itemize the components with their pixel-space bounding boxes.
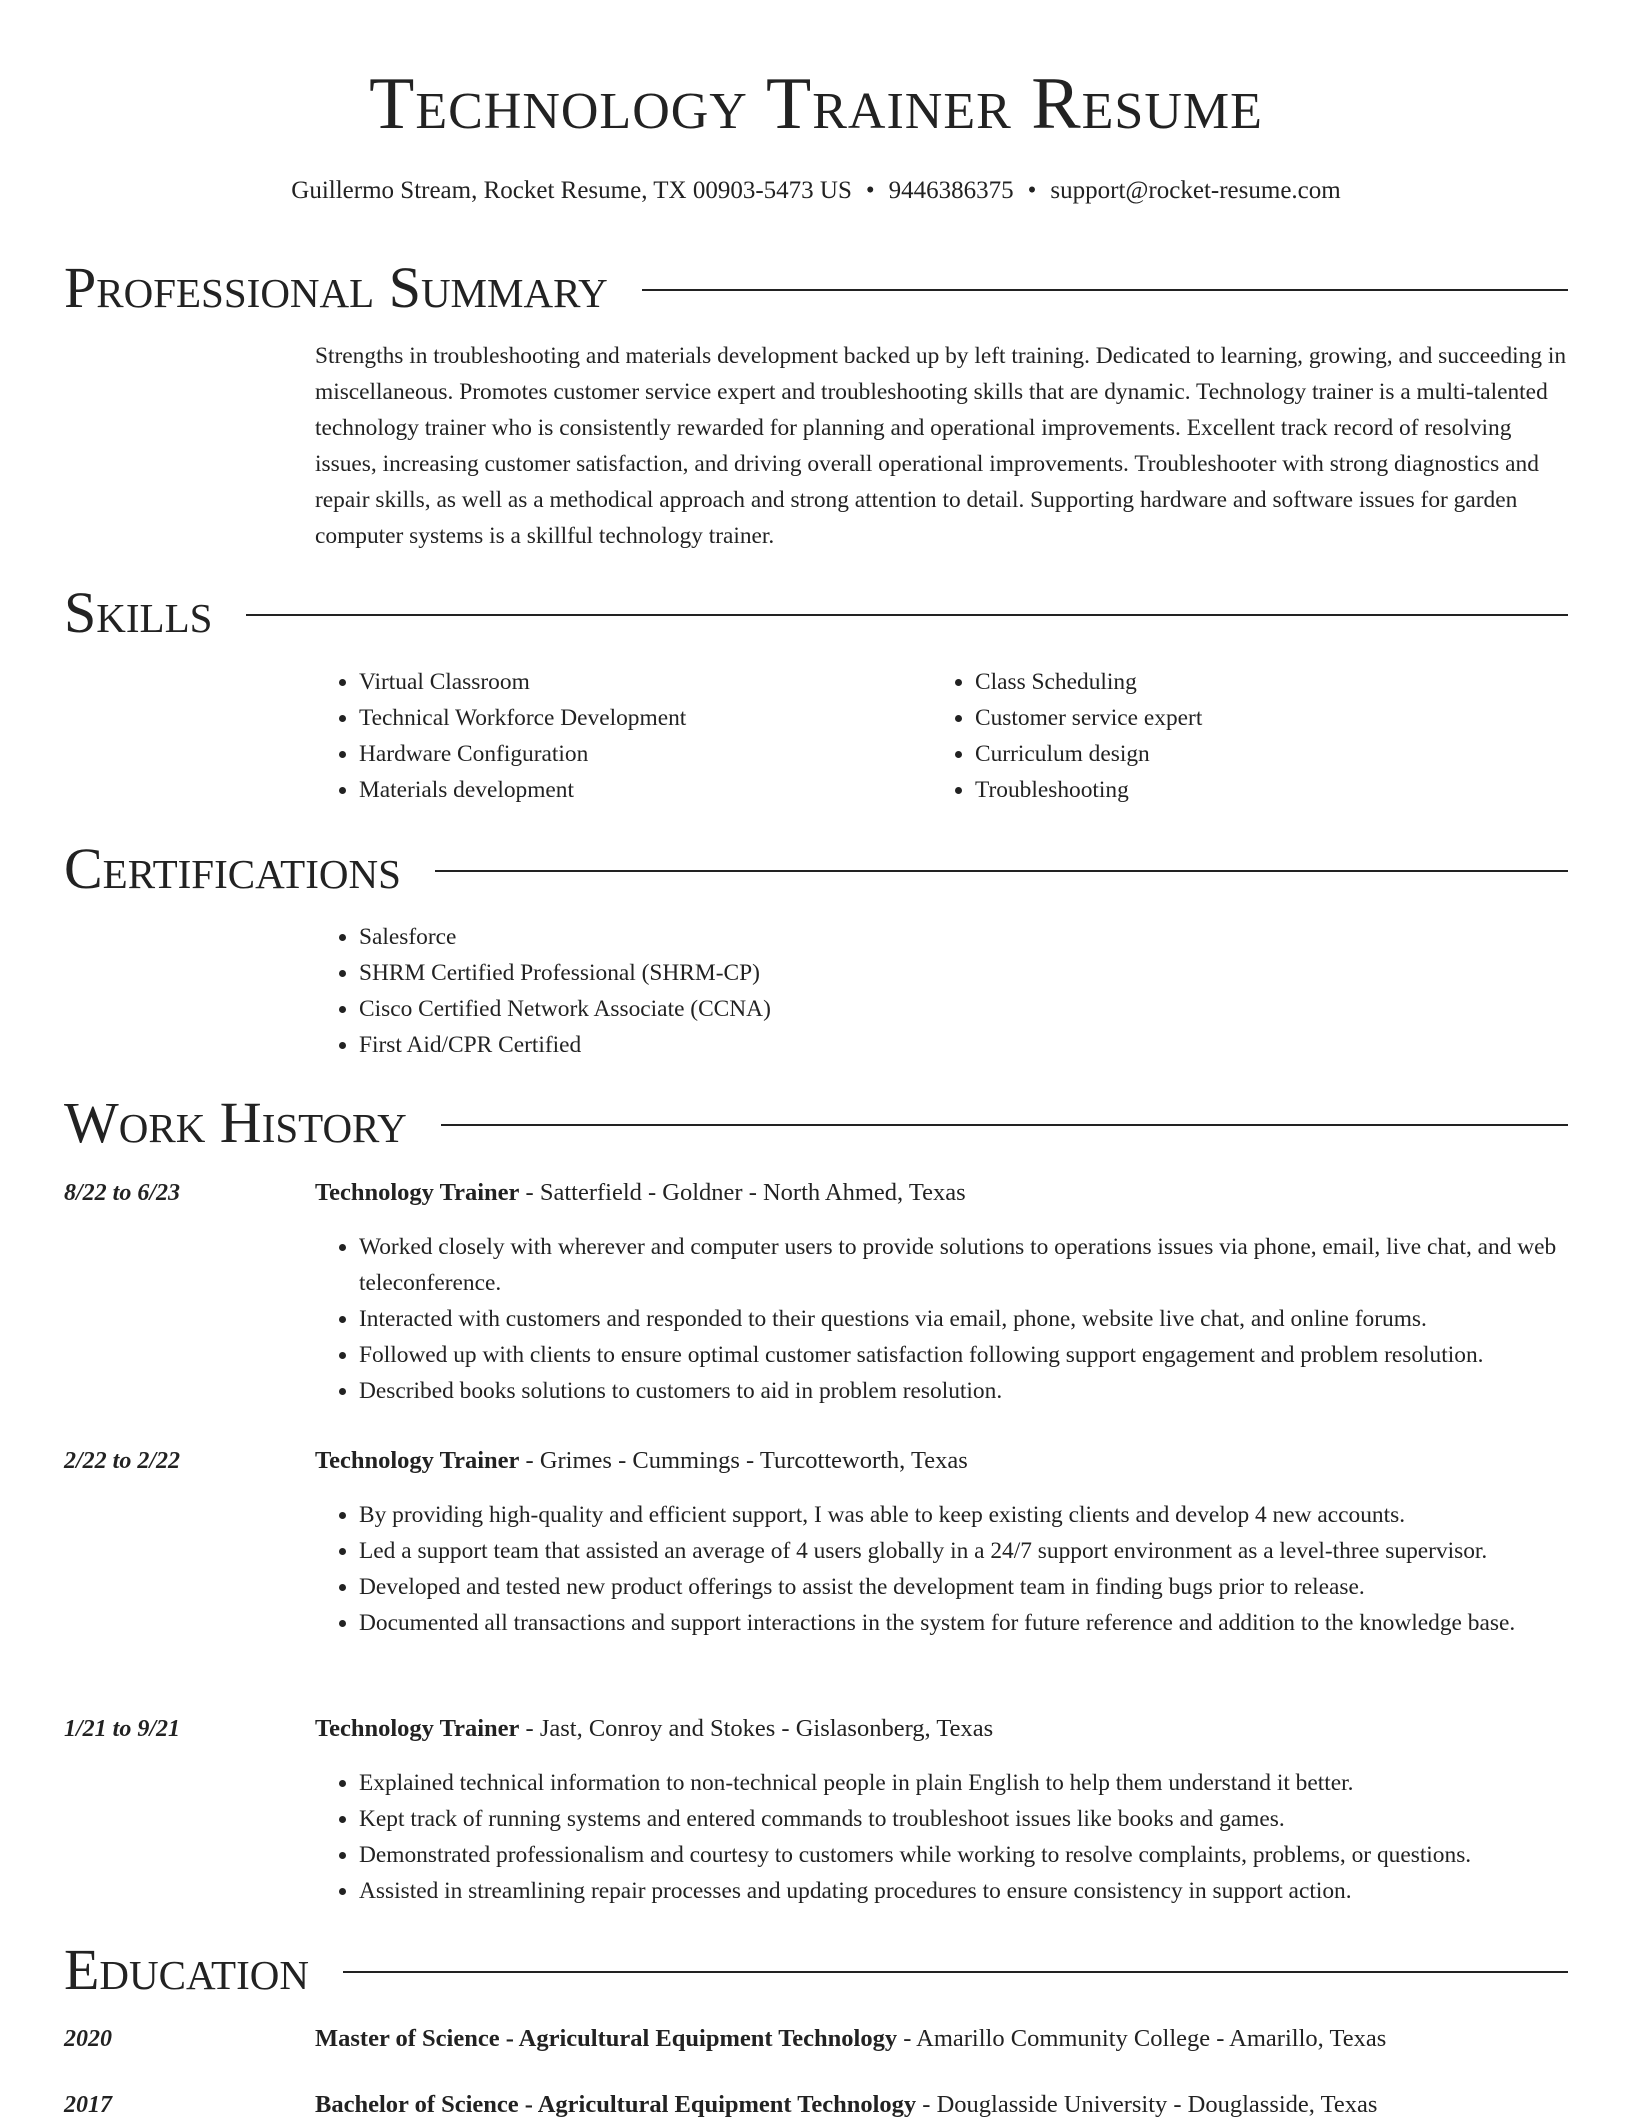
skill-item: • Curriculum design	[975, 736, 1551, 772]
job-duty-item: • Described books solutions to customers to aid in problem resolution.	[359, 1373, 1568, 1409]
certifications-section-header	[64, 836, 1568, 901]
contact-separator: •	[1027, 177, 1037, 204]
job-duty-item: • Followed up with clients to ensure optimal customer satisfaction following support engagement and problem resolution.	[359, 1337, 1568, 1373]
work-history-section-header	[64, 1090, 1568, 1155]
certifications-heading: Certifications	[64, 836, 401, 901]
certifications-list	[315, 919, 1315, 1063]
education-entry	[315, 2021, 1568, 2057]
contact-address: Guillermo Stream, Rocket Resume, TX 00903-5473 US	[291, 177, 852, 204]
certification-item: • First Aid/CPR Certified	[359, 1027, 1315, 1063]
section-divider	[343, 1971, 1568, 1973]
job-duties	[315, 1765, 1568, 1909]
education-details: - Douglasside University - Douglasside, Texas	[916, 2091, 1378, 2118]
section-divider	[435, 870, 1568, 872]
education-degree: Bachelor of Science - Agricultural Equipment Technology	[315, 2091, 917, 2118]
skill-item: • Customer service expert	[975, 700, 1551, 736]
education-degree: Master of Science - Agricultural Equipment Technology	[315, 2025, 898, 2052]
contact-phone: 9446386375	[888, 177, 1014, 204]
education-details: - Amarillo Community College - Amarillo, Texas	[897, 2025, 1387, 2052]
job-header	[315, 1443, 1568, 1479]
job-duty-item: • Worked closely with wherever and computer users to provide solutions to operations issues via phone, email, live chat, and web teleconference.	[359, 1229, 1568, 1301]
job-duty-item: • Led a support team that assisted an average of 4 users globally in a 24/7 support environment as a level-three supervisor.	[359, 1533, 1568, 1569]
job-title: Technology Trainer	[315, 1447, 520, 1474]
certification-item: • Cisco Certified Network Associate (CCNA)	[359, 991, 1315, 1027]
job-details: - Satterfield - Goldner - North Ahmed, Texas	[519, 1179, 966, 1206]
skills-column-left	[315, 664, 915, 808]
job-title: Technology Trainer	[315, 1179, 520, 1206]
skills-heading: Skills	[64, 580, 213, 645]
job-date: 2/22 to 2/22	[64, 1448, 181, 1474]
education-year: 2020	[64, 2026, 112, 2052]
job-duty-item: • Demonstrated professionalism and courtesy to customers while working to resolve complaints, problems, or questions.	[359, 1837, 1568, 1873]
skill-item: • Materials development	[359, 772, 915, 808]
contact-line	[0, 174, 1632, 208]
skill-item: • Hardware Configuration	[359, 736, 915, 772]
skill-item: • Class Scheduling	[975, 664, 1551, 700]
summary-heading: Professional Summary	[64, 255, 608, 320]
education-entry	[315, 2087, 1568, 2123]
job-details: - Grimes - Cummings - Turcotteworth, Texas	[519, 1447, 968, 1474]
education-heading: Education	[64, 1937, 309, 2002]
contact-email: support@rocket-resume.com	[1050, 177, 1341, 204]
work-history-heading: Work History	[64, 1090, 407, 1155]
job-duty-item: • Kept track of running systems and entered commands to troubleshoot issues like books and games.	[359, 1801, 1568, 1837]
job-duties	[315, 1497, 1568, 1641]
education-year: 2017	[64, 2092, 112, 2118]
summary-section-header	[64, 255, 1568, 320]
job-date: 8/22 to 6/23	[64, 1180, 181, 1206]
job-duty-item: • Explained technical information to non-technical people in plain English to help them understand it better.	[359, 1765, 1568, 1801]
job-details: - Jast, Conroy and Stokes - Gislasonberg, Texas	[519, 1715, 994, 1742]
job-duty-item: • Documented all transactions and support interactions in the system for future reference and addition to the knowledge base.	[359, 1605, 1568, 1641]
resume-title: Technology Trainer Resume	[369, 63, 1263, 145]
certification-item: • SHRM Certified Professional (SHRM-CP)	[359, 955, 1315, 991]
certification-item: • Salesforce	[359, 919, 1315, 955]
skills-column-right	[931, 664, 1551, 808]
job-header	[315, 1711, 1568, 1747]
skill-item: • Technical Workforce Development	[359, 700, 915, 736]
education-section-header	[64, 1937, 1568, 2002]
job-duties	[315, 1229, 1568, 1409]
job-header	[315, 1175, 1568, 1211]
skill-item: • Virtual Classroom	[359, 664, 915, 700]
section-divider	[441, 1124, 1568, 1126]
job-duty-item: • Interacted with customers and responded to their questions via email, phone, website live chat, and online forums.	[359, 1301, 1568, 1337]
skill-item: • Troubleshooting	[975, 772, 1551, 808]
job-duty-item: • Developed and tested new product offerings to assist the development team in finding bugs prior to release.	[359, 1569, 1568, 1605]
contact-separator: •	[865, 177, 875, 204]
job-duty-item: • By providing high-quality and efficient support, I was able to keep existing clients and develop 4 new accounts.	[359, 1497, 1568, 1533]
job-duty-item: • Assisted in streamlining repair processes and updating procedures to ensure consistency in support action.	[359, 1873, 1568, 1909]
section-divider	[246, 614, 1568, 616]
section-divider	[642, 289, 1568, 291]
job-date: 1/21 to 9/21	[64, 1716, 181, 1742]
job-title: Technology Trainer	[315, 1715, 520, 1742]
skills-section-header	[64, 580, 1568, 645]
summary-text: Strengths in troubleshooting and materials development backed up by left training. Dedicated to learning, growing, and succeeding in miscellaneous. Promotes customer service expert and troubleshooting skills that are dynamic. Technology trainer is a multi-talented technology trainer who is consistently rewarded for planning and operational improvements. Excellent track record of resolving issues, increasing customer satisfaction, and driving overall operational improvements. Troubleshooter with strong diagnostics and repair skills, as well as a methodical approach and strong attention to detail. Supporting hardware and software issues for garden computer systems is a skillful technology trainer.	[315, 343, 1567, 549]
